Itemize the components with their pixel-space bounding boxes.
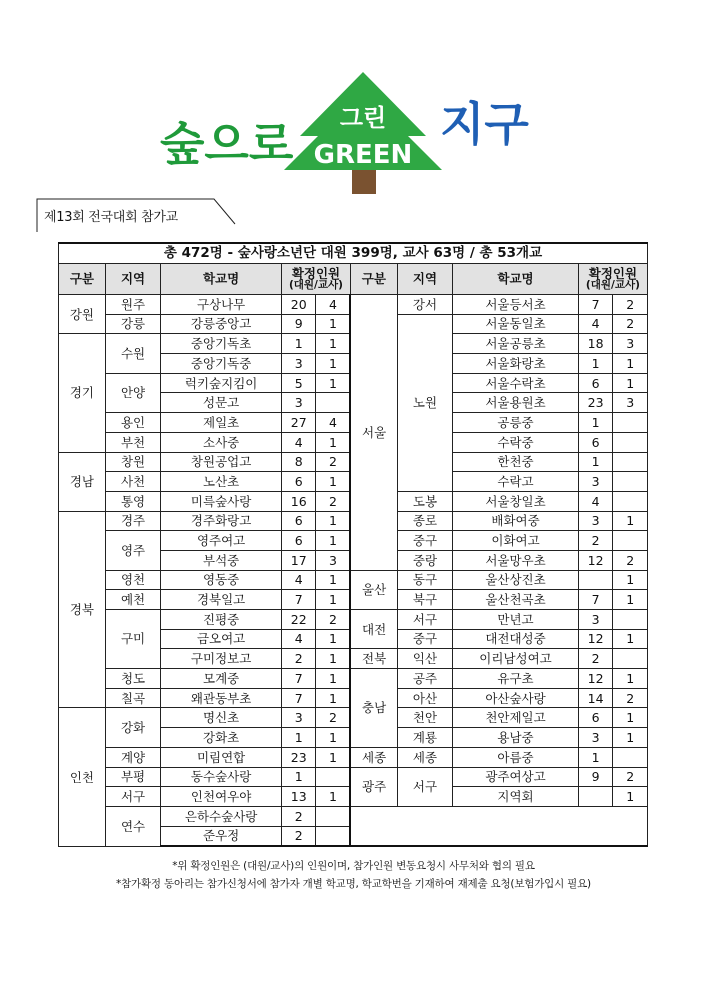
school-name-right: 이리남성여고 <box>453 649 579 669</box>
header-region-left: 지역 <box>105 264 160 295</box>
school-name-right: 용남중 <box>453 728 579 748</box>
teacher-count-left: 1 <box>316 472 350 492</box>
region-left: 창원 <box>105 452 160 472</box>
teacher-count-left: 1 <box>316 354 350 374</box>
header-confirmed-label: 확정인원 <box>291 265 341 281</box>
school-name-right: 서울화랑초 <box>453 354 579 374</box>
school-name-left: 강화초 <box>161 728 282 748</box>
school-name-right: 유구초 <box>453 669 579 689</box>
student-count-left: 23 <box>281 747 315 767</box>
teacher-count-left: 2 <box>316 491 350 511</box>
teacher-count-right: 1 <box>613 590 648 610</box>
teacher-count-left: 1 <box>316 373 350 393</box>
region-left: 부천 <box>105 432 160 452</box>
school-name-left: 미림연합 <box>161 747 282 767</box>
teacher-count-right <box>613 610 648 630</box>
teacher-count-left: 1 <box>316 747 350 767</box>
header-confirmed-left <box>281 264 350 295</box>
student-count-right: 4 <box>578 491 612 511</box>
logo-right-text: 지구 <box>440 97 529 151</box>
teacher-count-left: 1 <box>316 570 350 590</box>
school-name-right: 배화여중 <box>453 511 579 531</box>
student-count-left: 6 <box>281 472 315 492</box>
school-name-left: 영주여고 <box>161 531 282 551</box>
table-row <box>59 767 648 787</box>
header-school-left: 학교명 <box>161 264 282 295</box>
region-left: 예천 <box>105 590 160 610</box>
student-count-left: 16 <box>281 491 315 511</box>
tab-label: 제13회 전국대회 참가교 <box>44 210 178 225</box>
teacher-count-right: 3 <box>613 393 648 413</box>
region-left: 연수 <box>105 806 160 846</box>
region-right: 계룡 <box>397 728 452 748</box>
category-left: 인천 <box>59 708 106 846</box>
school-name-right: 서울수락초 <box>453 373 579 393</box>
student-count-left: 27 <box>281 413 315 433</box>
school-name-left: 노산초 <box>161 472 282 492</box>
header-region-right: 지역 <box>397 264 452 295</box>
region-right: 서구 <box>397 767 452 806</box>
teacher-count-right <box>613 472 648 492</box>
student-count-left: 4 <box>281 570 315 590</box>
region-left: 안양 <box>105 373 160 412</box>
school-name-left: 영동중 <box>161 570 282 590</box>
category-right: 대전 <box>350 610 397 649</box>
region-right: 강서 <box>397 295 452 315</box>
school-name-right: 울산천곡초 <box>453 590 579 610</box>
school-name-right: 한천중 <box>453 452 579 472</box>
header-confirmed-right <box>578 264 647 295</box>
school-name-left: 소사중 <box>161 432 282 452</box>
student-count-left: 6 <box>281 511 315 531</box>
region-right: 중구 <box>397 629 452 649</box>
teacher-count-left: 1 <box>316 688 350 708</box>
teacher-count-left: 1 <box>316 669 350 689</box>
table-row <box>59 295 648 315</box>
school-name-right: 수락고 <box>453 472 579 492</box>
student-count-right: 12 <box>578 550 612 570</box>
region-right: 아산 <box>397 688 452 708</box>
logo-tree-line1: 그린 <box>339 104 387 132</box>
region-right: 종로 <box>397 511 452 531</box>
school-name-right: 울산상진초 <box>453 570 579 590</box>
student-count-left: 8 <box>281 452 315 472</box>
school-name-left: 명신초 <box>161 708 282 728</box>
table-row <box>59 570 648 590</box>
student-count-right: 3 <box>578 728 612 748</box>
student-count-left: 6 <box>281 531 315 551</box>
table-body <box>59 243 648 846</box>
teacher-count-left: 1 <box>316 334 350 354</box>
region-right: 도봉 <box>397 491 452 511</box>
student-count-left: 2 <box>281 649 315 669</box>
region-left: 용인 <box>105 413 160 433</box>
teacher-count-left <box>316 393 350 413</box>
student-count-left: 2 <box>281 806 315 826</box>
teacher-count-right: 2 <box>613 688 648 708</box>
region-left: 칠곡 <box>105 688 160 708</box>
school-name-left: 동수숲사랑 <box>161 767 282 787</box>
school-name-right: 서울공릉초 <box>453 334 579 354</box>
region-left: 강릉 <box>105 314 160 334</box>
table-row <box>59 806 648 826</box>
tree-trunk <box>352 170 376 194</box>
school-name-left: 창원공업고 <box>161 452 282 472</box>
school-name-left: 모계중 <box>161 669 282 689</box>
student-count-right: 7 <box>578 295 612 315</box>
region-right: 북구 <box>397 590 452 610</box>
logo-left-text: 숲으로 <box>160 117 294 171</box>
student-count-left: 1 <box>281 767 315 787</box>
school-name-right: 아산숲사랑 <box>453 688 579 708</box>
school-name-left: 성문고 <box>161 393 282 413</box>
region-right: 노원 <box>397 314 452 491</box>
teacher-count-left: 1 <box>316 629 350 649</box>
region-right: 천안 <box>397 708 452 728</box>
note-1: *위 확정인원은 (대원/교사)의 인원이며, 참가인원 변동요청시 사무처와 협의 필요 <box>172 860 535 872</box>
teacher-count-right <box>613 491 648 511</box>
category-right: 충남 <box>350 669 397 748</box>
school-name-left: 구상나무 <box>161 295 282 315</box>
student-count-right: 6 <box>578 432 612 452</box>
teacher-count-left <box>316 806 350 826</box>
header-category-right: 구분 <box>350 264 397 295</box>
category-right: 울산 <box>350 570 397 609</box>
header-confirmed-label: 확정인원 <box>588 265 638 281</box>
empty-area <box>350 806 647 846</box>
school-name-left: 왜관동부초 <box>161 688 282 708</box>
student-count-left: 7 <box>281 590 315 610</box>
school-name-left: 중앙기독초 <box>161 334 282 354</box>
teacher-count-right: 1 <box>613 570 648 590</box>
header-confirmed-sub: (대원/교사) <box>585 279 640 292</box>
student-count-right: 3 <box>578 610 612 630</box>
teacher-count-left: 1 <box>316 787 350 807</box>
region-left: 수원 <box>105 334 160 373</box>
teacher-count-right: 1 <box>613 669 648 689</box>
student-count-right: 7 <box>578 590 612 610</box>
student-count-left: 13 <box>281 787 315 807</box>
teacher-count-left <box>316 767 350 787</box>
student-count-left: 20 <box>281 295 315 315</box>
region-left: 원주 <box>105 295 160 315</box>
student-count-left: 22 <box>281 610 315 630</box>
school-name-left: 금오여고 <box>161 629 282 649</box>
student-count-right: 4 <box>578 314 612 334</box>
school-name-left: 제일초 <box>161 413 282 433</box>
student-count-right: 2 <box>578 649 612 669</box>
region-left: 서구 <box>105 787 160 807</box>
category-left: 경기 <box>59 334 106 452</box>
student-count-left: 5 <box>281 373 315 393</box>
region-right: 중랑 <box>397 550 452 570</box>
region-right: 공주 <box>397 669 452 689</box>
table-title-row <box>59 243 648 264</box>
student-count-left: 17 <box>281 550 315 570</box>
category-right: 서울 <box>350 295 397 571</box>
school-name-left: 경북일고 <box>161 590 282 610</box>
school-name-right: 공릉중 <box>453 413 579 433</box>
teacher-count-right: 1 <box>613 511 648 531</box>
teacher-count-right <box>613 531 648 551</box>
category-right: 광주 <box>350 767 397 806</box>
student-count-left: 1 <box>281 728 315 748</box>
teacher-count-right <box>613 452 648 472</box>
student-count-right: 12 <box>578 629 612 649</box>
student-count-left: 7 <box>281 688 315 708</box>
teacher-count-right: 1 <box>613 354 648 374</box>
note-2: *참가확정 동아리는 참가신청서에 참가자 개별 학교명, 학교학번을 기재하여 재제출 요청(보험가입시 필요) <box>116 878 591 890</box>
teacher-count-left: 1 <box>316 728 350 748</box>
category-left: 강원 <box>59 295 106 334</box>
student-count-left: 4 <box>281 629 315 649</box>
school-name-left: 부석중 <box>161 550 282 570</box>
region-left: 통영 <box>105 491 160 511</box>
school-name-right: 서울망우초 <box>453 550 579 570</box>
school-name-right: 광주여상고 <box>453 767 579 787</box>
region-left: 청도 <box>105 669 160 689</box>
student-count-right: 2 <box>578 531 612 551</box>
teacher-count-left: 2 <box>316 708 350 728</box>
region-left: 경주 <box>105 511 160 531</box>
school-name-left: 은하수숲사랑 <box>161 806 282 826</box>
category-right: 세종 <box>350 747 397 767</box>
school-name-left: 진평중 <box>161 610 282 630</box>
student-count-left: 4 <box>281 432 315 452</box>
teacher-count-right: 1 <box>613 728 648 748</box>
region-left: 강화 <box>105 708 160 747</box>
school-name-right: 수락중 <box>453 432 579 452</box>
school-name-right: 만년고 <box>453 610 579 630</box>
student-count-left: 3 <box>281 708 315 728</box>
region-right: 중구 <box>397 531 452 551</box>
school-name-left: 럭키숲지킴이 <box>161 373 282 393</box>
table-row <box>59 669 648 689</box>
student-count-left: 3 <box>281 393 315 413</box>
student-count-right: 1 <box>578 413 612 433</box>
student-count-left: 3 <box>281 354 315 374</box>
region-left: 부평 <box>105 767 160 787</box>
teacher-count-right <box>613 432 648 452</box>
event-logo <box>0 0 707 200</box>
school-name-right: 서울용원초 <box>453 393 579 413</box>
school-name-left: 준우정 <box>161 826 282 846</box>
teacher-count-right <box>613 649 648 669</box>
school-name-left: 미륵숲사랑 <box>161 491 282 511</box>
student-count-left: 7 <box>281 669 315 689</box>
student-count-right: 23 <box>578 393 612 413</box>
school-name-left: 구미정보고 <box>161 649 282 669</box>
student-count-right: 9 <box>578 767 612 787</box>
table-title: 총 472명 - 숲사랑소년단 대원 399명, 교사 63명 / 총 53개교 <box>59 243 648 264</box>
student-count-right <box>578 570 612 590</box>
region-left: 사천 <box>105 472 160 492</box>
category-left: 경북 <box>59 511 106 708</box>
teacher-count-right: 3 <box>613 334 648 354</box>
school-name-left: 인천여우야 <box>161 787 282 807</box>
table-row <box>59 747 648 767</box>
teacher-count-left: 1 <box>316 531 350 551</box>
participant-table <box>58 242 648 847</box>
student-count-left: 2 <box>281 826 315 846</box>
table-header-row <box>59 264 648 295</box>
teacher-count-right: 1 <box>613 373 648 393</box>
school-name-left: 중앙기독중 <box>161 354 282 374</box>
teacher-count-right: 1 <box>613 787 648 807</box>
student-count-left: 1 <box>281 334 315 354</box>
teacher-count-right: 2 <box>613 767 648 787</box>
teacher-count-left: 2 <box>316 452 350 472</box>
region-left: 구미 <box>105 610 160 669</box>
student-count-left: 9 <box>281 314 315 334</box>
header-category-left: 구분 <box>59 264 106 295</box>
logo-tree-line2: GREEN <box>313 140 413 170</box>
teacher-count-right: 1 <box>613 708 648 728</box>
region-right: 세종 <box>397 747 452 767</box>
region-left: 영주 <box>105 531 160 570</box>
region-left: 계양 <box>105 747 160 767</box>
school-name-right: 천안제일고 <box>453 708 579 728</box>
teacher-count-left: 4 <box>316 295 350 315</box>
school-name-right: 지역회 <box>453 787 579 807</box>
teacher-count-right: 2 <box>613 314 648 334</box>
section-tab <box>36 198 236 232</box>
teacher-count-right: 1 <box>613 629 648 649</box>
school-name-right: 대전대성중 <box>453 629 579 649</box>
table-row <box>59 610 648 630</box>
region-left: 영천 <box>105 570 160 590</box>
teacher-count-right <box>613 413 648 433</box>
student-count-right: 18 <box>578 334 612 354</box>
student-count-right: 6 <box>578 708 612 728</box>
teacher-count-left <box>316 826 350 846</box>
student-count-right: 6 <box>578 373 612 393</box>
header-school-right: 학교명 <box>453 264 579 295</box>
region-right: 익산 <box>397 649 452 669</box>
region-right: 서구 <box>397 610 452 630</box>
teacher-count-left: 3 <box>316 550 350 570</box>
school-name-right: 이화여고 <box>453 531 579 551</box>
logo-graphic <box>0 0 707 200</box>
teacher-count-left: 1 <box>316 649 350 669</box>
school-name-left: 강릉중앙고 <box>161 314 282 334</box>
student-count-right: 1 <box>578 452 612 472</box>
school-name-right: 서울등서초 <box>453 295 579 315</box>
student-count-right: 3 <box>578 472 612 492</box>
teacher-count-left: 1 <box>316 314 350 334</box>
teacher-count-right: 2 <box>613 295 648 315</box>
teacher-count-left: 1 <box>316 432 350 452</box>
student-count-right: 12 <box>578 669 612 689</box>
student-count-right: 1 <box>578 747 612 767</box>
teacher-count-right: 2 <box>613 550 648 570</box>
category-left: 경남 <box>59 452 106 511</box>
teacher-count-left: 1 <box>316 590 350 610</box>
student-count-right <box>578 787 612 807</box>
school-name-right: 서울동일초 <box>453 314 579 334</box>
region-right: 동구 <box>397 570 452 590</box>
category-right: 전북 <box>350 649 397 669</box>
header-confirmed-sub: (대원/교사) <box>288 279 343 292</box>
student-count-right: 3 <box>578 511 612 531</box>
school-name-right: 서울창일초 <box>453 491 579 511</box>
teacher-count-right <box>613 747 648 767</box>
school-name-left: 경주화랑고 <box>161 511 282 531</box>
student-count-right: 14 <box>578 688 612 708</box>
school-name-right: 아름중 <box>453 747 579 767</box>
teacher-count-left: 2 <box>316 610 350 630</box>
student-count-right: 1 <box>578 354 612 374</box>
teacher-count-left: 1 <box>316 511 350 531</box>
teacher-count-left: 4 <box>316 413 350 433</box>
